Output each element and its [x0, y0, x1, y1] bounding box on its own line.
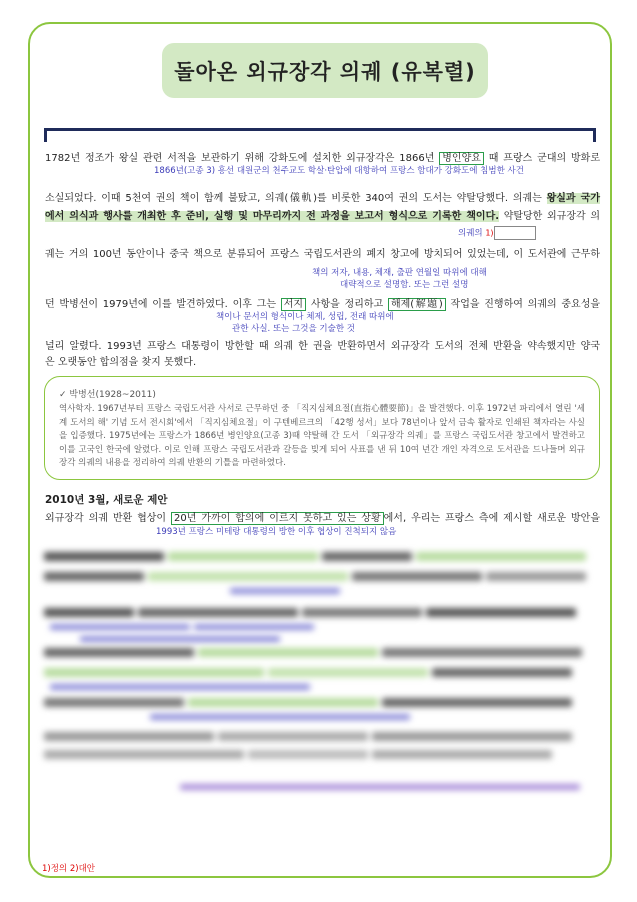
- term-byeonginyangyo: 병인양요: [439, 152, 484, 165]
- para1-line6: 널리 알렸다. 1993년 프랑스 대통령이 방한할 때 의궤 한 권을 반환하면서 외규장각 도서의 전체 반환을 약속했지만 양국: [45, 341, 600, 352]
- blurred-note-6: [180, 776, 600, 795]
- annotation-haeje-2: 대략적으로 설명함. 또는 그런 설명: [340, 280, 469, 290]
- annotation-seoji-2: 관한 사실. 또는 그것을 기술한 것: [232, 324, 355, 334]
- term-seoji: 서지: [281, 298, 306, 311]
- annotation-byeonginyangyo: 1866년(고종 3) 흥선 대원군의 천주교도 학살·탄압에 대항하여 프랑스 함대가 강화도에 침범한 사건: [154, 166, 524, 176]
- page-title: 돌아온 외규장각 의궤 (유복렬): [162, 43, 488, 98]
- section-heading: 2010년 3월, 새로운 제안: [45, 494, 168, 506]
- answer-blank[interactable]: [494, 226, 536, 240]
- blurred-note-1: [230, 580, 350, 599]
- annotation-haeje-1: 책의 저자, 내용, 체재, 출판 연월일 따위에 대해: [312, 268, 487, 278]
- para1-line3: 에서 의식과 행사를 개최한 후 준비, 실행 및 마무리까지 전 과정을 보고서 형식으로 기록한 책이다. 약탈당한 외규장각 의: [45, 211, 600, 222]
- para1-line7: 은 오랫동안 합의점을 찾지 못했다.: [45, 357, 197, 368]
- blurred-line-7: [44, 726, 600, 745]
- para1-line1: 1782년 정조가 왕실 관련 서적을 보관하기 위해 강화도에 설치한 외규장각은 1866년 병인양요 때 프랑스 군대의 방화로: [45, 153, 600, 164]
- blurred-line-1: [44, 546, 600, 565]
- bio-name: ✓ 박병선(1928~2011): [59, 390, 156, 400]
- footnote: 1)정의 2)대안: [42, 864, 95, 874]
- blurred-note-5: [150, 706, 450, 725]
- annotation-negotiation: 1993년 프랑스 미테랑 대통령의 방한 이후 협상이 진척되지 않음: [156, 527, 397, 537]
- blurred-line-8: [44, 744, 600, 763]
- term-haeje: 해제(解題): [388, 298, 446, 311]
- term-situation: 20년 가까이 합의에 이르지 못하고 있는 상황: [171, 512, 384, 525]
- para1-line4: 궤는 거의 100년 동안이나 중국 책으로 분류되어 프랑스 국립도서관의 폐지 창고에 방치되어 있었는데, 이 도서관에 근무하: [45, 249, 600, 260]
- para1-line2: 소실되었다. 이때 5천여 권의 책이 함께 불탔고, 의궤(儀軌)를 비롯한 340여 권의 도서는 약탈당했다. 의궤는 왕실과 국가: [45, 193, 600, 204]
- biography-box: [44, 376, 600, 480]
- title-bracket: [44, 128, 596, 142]
- annotation-seoji-1: 책이나 문서의 형식이나 체제, 성립, 전래 따위에: [216, 312, 394, 322]
- section2-line1: 외규장각 의궤 반환 협상이 20년 가까이 합의에 이르지 못하고 있는 상황 에서, 우리는 프랑스 측에 제시할 새로운 방안을: [45, 513, 600, 524]
- bio-text: 역사학자. 1967년부터 프랑스 국립도서관 사서로 근무하던 중 「직지심체요절(直指心體要節)」을 발견했다. 이후 1972년 파리에서 열린 '세계 도서의 해' 기념 도서 전시회'에서 「직지심체요절」이 구텐베르크의 「42행 성서」보다 78년이나 앞서 금속 활자로 인쇄된 책자라는 사실을 입증했다. 1975년에는 프랑스가 1866년 병인양요(고종 3)때 약탈해 간 도서 「외규장각 의궤」를 프랑스 국립도서관 창고에서 발견하고 이를 고국인 한국에 알렸다. 이로 인해 프랑스 국립도서관과 갈등을 빚게 되어 사표를 낸 뒤 10여 년간 개인 자격으로 도서관을 드나들며 외규 장각 의궤의 내용을 정리하여 의궤 반환의 기틀을 마련하였다.: [59, 404, 585, 468]
- fill-in-blank-1: 의궤의 1): [458, 226, 536, 240]
- para1-line5: 던 박병선이 1979년에 이를 발견하였다. 이후 그는 서지 사항을 정리하고 해제(解題) 작업을 진행하여 의궤의 중요성을: [45, 299, 601, 310]
- blurred-line-4: [44, 642, 600, 661]
